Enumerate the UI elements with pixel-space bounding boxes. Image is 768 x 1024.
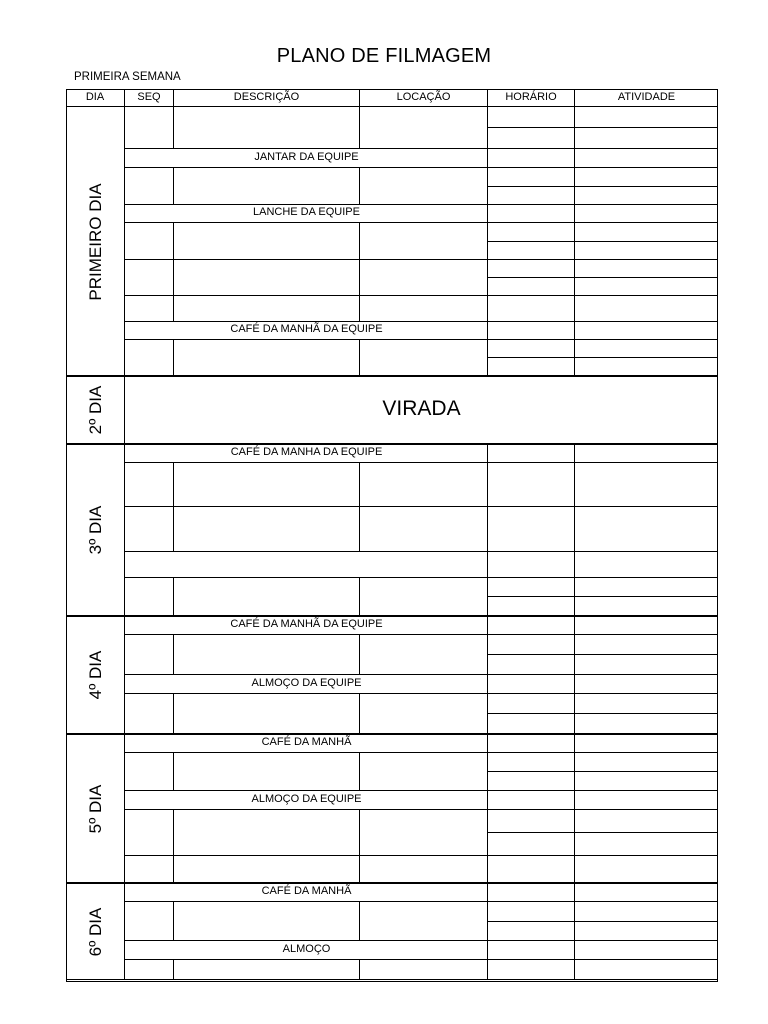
horario-cell[interactable] xyxy=(488,444,575,463)
atividade-cell[interactable] xyxy=(575,833,718,856)
horario-cell[interactable] xyxy=(488,205,575,223)
horario-cell[interactable] xyxy=(488,941,575,960)
day-label: PRIMEIRO DIA xyxy=(85,182,105,301)
horario-cell[interactable] xyxy=(488,772,575,791)
descricao-cell[interactable] xyxy=(174,223,360,260)
atividade-cell[interactable] xyxy=(575,260,718,278)
horario-cell[interactable] xyxy=(488,463,575,507)
horario-cell[interactable] xyxy=(488,552,575,578)
atividade-cell[interactable] xyxy=(575,242,718,260)
atividade-cell[interactable] xyxy=(575,552,718,578)
atividade-cell[interactable] xyxy=(575,507,718,552)
descricao-cell[interactable] xyxy=(174,578,360,616)
day-label: 3º DIA xyxy=(85,505,105,555)
descricao-cell[interactable] xyxy=(174,694,360,734)
seq-cell[interactable] xyxy=(125,107,174,149)
meal-label: ALMOÇO xyxy=(282,942,331,955)
atividade-cell[interactable] xyxy=(575,205,718,223)
seq-cell[interactable] xyxy=(125,223,174,260)
seq-cell[interactable] xyxy=(125,856,174,883)
seq-cell[interactable] xyxy=(125,753,174,791)
atividade-cell[interactable] xyxy=(575,655,718,675)
atividade-cell[interactable] xyxy=(575,578,718,597)
meal-label: ALMOÇO DA EQUIPE xyxy=(251,792,362,805)
header-atividade: ATIVIDADE xyxy=(575,89,718,107)
locacao-cell[interactable] xyxy=(360,168,488,205)
seq-cell[interactable] xyxy=(125,507,174,552)
locacao-cell[interactable] xyxy=(360,340,488,376)
horario-cell[interactable] xyxy=(488,278,575,296)
seq-cell[interactable] xyxy=(125,463,174,507)
horario-cell[interactable] xyxy=(488,223,575,242)
locacao-cell[interactable] xyxy=(360,810,488,856)
atividade-cell[interactable] xyxy=(575,223,718,242)
seq-cell[interactable] xyxy=(125,960,174,980)
atividade-cell[interactable] xyxy=(575,296,718,322)
locacao-cell[interactable] xyxy=(360,753,488,791)
horario-cell[interactable] xyxy=(488,694,575,714)
atividade-cell[interactable] xyxy=(575,635,718,655)
meal-label: CAFÉ DA MANHÃ xyxy=(261,884,352,897)
atividade-cell[interactable] xyxy=(575,810,718,833)
wide-cell[interactable] xyxy=(125,552,488,578)
locacao-cell[interactable] xyxy=(360,635,488,675)
locacao-cell[interactable] xyxy=(360,902,488,941)
atividade-cell[interactable] xyxy=(575,960,718,980)
atividade-cell[interactable] xyxy=(575,675,718,694)
meal-label: LANCHE DA EQUIPE xyxy=(253,206,360,218)
descricao-cell[interactable] xyxy=(174,463,360,507)
locacao-cell[interactable] xyxy=(360,694,488,734)
horario-cell[interactable] xyxy=(488,340,575,358)
horario-cell[interactable] xyxy=(488,107,575,128)
meal-label: JANTAR DA EQUIPE xyxy=(254,150,359,163)
seq-cell[interactable] xyxy=(125,694,174,734)
day-label: 4º DIA xyxy=(85,650,105,700)
atividade-cell[interactable] xyxy=(575,168,718,187)
locacao-cell[interactable] xyxy=(360,296,488,322)
descricao-cell[interactable] xyxy=(174,902,360,941)
locacao-cell[interactable] xyxy=(360,463,488,507)
descricao-cell[interactable] xyxy=(174,635,360,675)
atividade-cell[interactable] xyxy=(575,902,718,922)
week-label: PRIMEIRA SEMANA xyxy=(74,71,181,83)
header-seq: SEQ xyxy=(125,89,174,107)
page-title: PLANO DE FILMAGEM xyxy=(276,45,492,67)
day-label: 2º DIA xyxy=(85,385,105,435)
horario-cell[interactable] xyxy=(488,902,575,922)
seq-cell[interactable] xyxy=(125,340,174,376)
horario-cell[interactable] xyxy=(488,507,575,552)
header-locacao: LOCAÇÃO xyxy=(360,89,488,107)
horario-cell[interactable] xyxy=(488,616,575,635)
meal-label: ALMOÇO DA EQUIPE xyxy=(251,676,362,689)
seq-cell[interactable] xyxy=(125,902,174,941)
horario-cell[interactable] xyxy=(488,635,575,655)
horario-cell[interactable] xyxy=(488,734,575,753)
atividade-cell[interactable] xyxy=(575,714,718,734)
meal-label: CAFÉ DA MANHA DA EQUIPE xyxy=(230,445,383,458)
atividade-cell[interactable] xyxy=(575,358,718,376)
horario-cell[interactable] xyxy=(488,791,575,810)
day-label: 6º DIA xyxy=(85,907,105,956)
horario-cell[interactable] xyxy=(488,187,575,205)
atividade-cell[interactable] xyxy=(575,597,718,616)
atividade-cell[interactable] xyxy=(575,753,718,772)
horario-cell[interactable] xyxy=(488,856,575,883)
locacao-cell[interactable] xyxy=(360,960,488,980)
atividade-cell[interactable] xyxy=(575,922,718,941)
horario-cell[interactable] xyxy=(488,753,575,772)
horario-cell[interactable] xyxy=(488,922,575,941)
atividade-cell[interactable] xyxy=(575,772,718,791)
atividade-cell[interactable] xyxy=(575,278,718,296)
horario-cell[interactable] xyxy=(488,675,575,694)
day-label: 5º DIA xyxy=(85,784,105,833)
atividade-cell[interactable] xyxy=(575,463,718,507)
virada-label: VIRADA xyxy=(382,397,461,420)
locacao-cell[interactable] xyxy=(360,223,488,260)
descricao-cell[interactable] xyxy=(174,107,360,149)
header-descricao: DESCRIÇÃO xyxy=(174,89,360,107)
descricao-cell[interactable] xyxy=(174,296,360,322)
horario-cell[interactable] xyxy=(488,358,575,376)
atividade-cell[interactable] xyxy=(575,128,718,149)
atividade-cell[interactable] xyxy=(575,616,718,635)
horario-cell[interactable] xyxy=(488,714,575,734)
atividade-cell[interactable] xyxy=(575,883,718,902)
meal-label: CAFÉ DA MANHÃ xyxy=(261,735,352,748)
horario-cell[interactable] xyxy=(488,597,575,616)
descricao-cell[interactable] xyxy=(174,168,360,205)
seq-cell[interactable] xyxy=(125,168,174,205)
horario-cell[interactable] xyxy=(488,810,575,833)
seq-cell[interactable] xyxy=(125,635,174,675)
horario-cell[interactable] xyxy=(488,260,575,278)
seq-cell[interactable] xyxy=(125,578,174,616)
horario-cell[interactable] xyxy=(488,833,575,856)
horario-cell[interactable] xyxy=(488,578,575,597)
horario-cell[interactable] xyxy=(488,168,575,187)
descricao-cell[interactable] xyxy=(174,960,360,980)
meal-label: CAFÉ DA MANHÃ DA EQUIPE xyxy=(230,323,383,335)
seq-cell[interactable] xyxy=(125,296,174,322)
locacao-cell[interactable] xyxy=(360,507,488,552)
horario-cell[interactable] xyxy=(488,242,575,260)
descricao-cell[interactable] xyxy=(174,340,360,376)
atividade-cell[interactable] xyxy=(575,856,718,883)
atividade-cell[interactable] xyxy=(575,322,718,340)
horario-cell[interactable] xyxy=(488,960,575,980)
locacao-cell[interactable] xyxy=(360,578,488,616)
descricao-cell[interactable] xyxy=(174,856,360,883)
horario-cell[interactable] xyxy=(488,322,575,340)
seq-cell[interactable] xyxy=(125,260,174,296)
atividade-cell[interactable] xyxy=(575,791,718,810)
locacao-cell[interactable] xyxy=(360,856,488,883)
locacao-cell[interactable] xyxy=(360,260,488,296)
descricao-cell[interactable] xyxy=(174,260,360,296)
descricao-cell[interactable] xyxy=(174,753,360,791)
descricao-cell[interactable] xyxy=(174,507,360,552)
horario-cell[interactable] xyxy=(488,296,575,322)
horario-cell[interactable] xyxy=(488,883,575,902)
atividade-cell[interactable] xyxy=(575,149,718,168)
horario-cell[interactable] xyxy=(488,149,575,168)
descricao-cell[interactable] xyxy=(174,810,360,856)
atividade-cell[interactable] xyxy=(575,444,718,463)
horario-cell[interactable] xyxy=(488,655,575,675)
atividade-cell[interactable] xyxy=(575,187,718,205)
header-dia: DIA xyxy=(66,89,125,107)
atividade-cell[interactable] xyxy=(575,107,718,128)
header-horario: HORÁRIO xyxy=(488,89,575,107)
seq-cell[interactable] xyxy=(125,810,174,856)
atividade-cell[interactable] xyxy=(575,694,718,714)
atividade-cell[interactable] xyxy=(575,734,718,753)
atividade-cell[interactable] xyxy=(575,941,718,960)
meal-label: CAFÉ DA MANHÃ DA EQUIPE xyxy=(230,617,383,630)
atividade-cell[interactable] xyxy=(575,340,718,358)
locacao-cell[interactable] xyxy=(360,107,488,149)
horario-cell[interactable] xyxy=(488,128,575,149)
